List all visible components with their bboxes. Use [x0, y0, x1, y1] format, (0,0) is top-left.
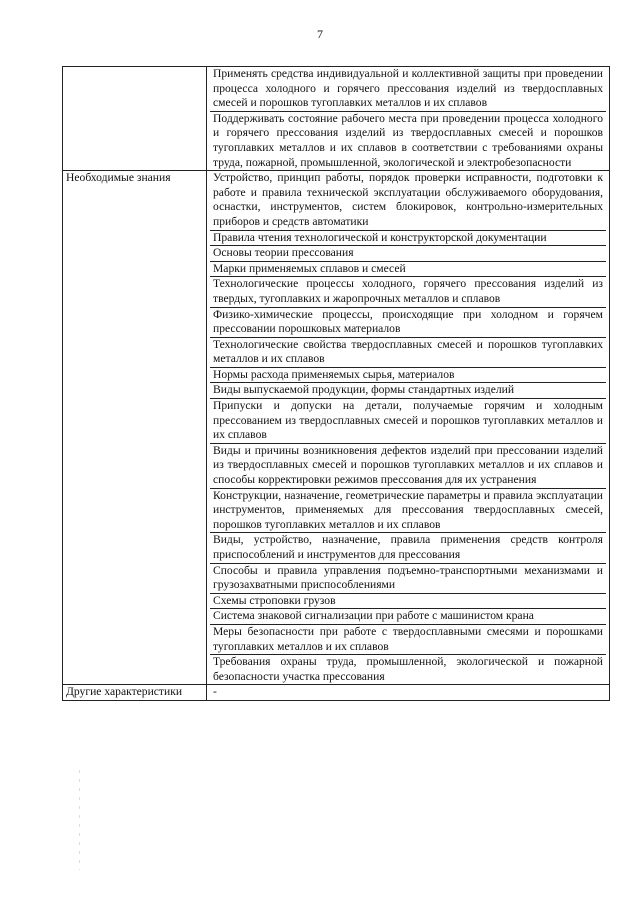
list-item: Схемы строповки грузов	[210, 594, 606, 610]
page-number: 7	[317, 27, 323, 41]
list-item: Технологические свойства твердосплавных смесей и порошков тугоплавких металлов и их сплавов	[210, 338, 606, 368]
row-label-knowledge: Необходимые знания	[63, 171, 207, 685]
list-item: Виды и причины возникновения дефектов изделий при прессовании изделий из твердосплавных смесей и порошков тугоплавких металлов и их сплавов и способы корректировки режимов прессования для их устранения	[210, 444, 606, 489]
list-item: Поддерживать состояние рабочего места при проведении процесса холодного и горячего прессования изделий из твердосплавных смесей и порошков тугоплавких металлов и их сплавов в соответствии с требованиями охраны труда, пожарной, промышленной, экологической и электробезопасности	[213, 111, 603, 169]
list-item: Физико-химические процессы, происходящие при холодном и горячем прессовании порошковых материалов	[210, 308, 606, 338]
list-item: Припуски и допуски на детали, получаемые горячим и холодным прессованием из твердосплавных смесей и порошков тугоплавких металлов и их сплавов	[210, 399, 606, 444]
list-item: Основы теории прессования	[210, 246, 606, 262]
requirements-table	[62, 66, 610, 701]
list-item: Система знаковой сигнализации при работе с машинистом крана	[210, 609, 606, 625]
row-label	[63, 67, 207, 171]
row-content	[207, 171, 610, 685]
table-row-skills	[63, 67, 610, 171]
row-content	[207, 685, 610, 701]
list-item: Правила чтения технологической и конструкторской документации	[210, 231, 606, 247]
list-item: Применять средства индивидуальной и коллективной защиты при проведении процесса холодного и горячего прессования изделий из твердосплавных смесей и порошков тугоплавких металлов и их сплавов	[210, 67, 606, 112]
list-item: Виды, устройство, назначение, правила применения средств контроля приспособлений и инструментов для прессования	[210, 533, 606, 563]
row-content	[207, 67, 610, 171]
list-item: Способы и правила управления подъемно-транспортными механизмами и грузозахватными приспособлениями	[210, 564, 606, 594]
table-row-other	[63, 685, 610, 701]
list-item: Виды выпускаемой продукции, формы стандартных изделий	[210, 383, 606, 399]
row-label-other: Другие характеристики	[63, 685, 207, 701]
table-row-knowledge	[63, 171, 610, 685]
list-item: -	[213, 685, 217, 699]
list-item: Нормы расхода применяемых сырья, материалов	[210, 368, 606, 384]
list-item: Устройство, принцип работы, порядок проверки исправности, подготовки к работе и правила технической эксплуатации обслуживаемого оборудования, оснастки, инструментов, систем блокировок, контрольно-измерительных приборов и средств автоматики	[210, 171, 606, 230]
list-item: Требования охраны труда, промышленной, экологической и пожарной безопасности участка прессования	[213, 655, 603, 683]
list-item: Марки применяемых сплавов и смесей	[210, 262, 606, 278]
list-item: Конструкции, назначение, геометрические параметры и правила эксплуатации инструментов, применяемых для прессования твердосплавных смесей, порошков тугоплавких металлов и их сплавов	[210, 489, 606, 534]
list-item: Технологические процессы холодного, горячего прессования изделий из твердых, тугоплавких и жаропрочных металлов и сплавов	[210, 277, 606, 307]
scan-margin-mark	[79, 770, 80, 870]
list-item: Меры безопасности при работе с твердосплавными смесями и порошками тугоплавких металлов и их сплавов	[210, 625, 606, 655]
